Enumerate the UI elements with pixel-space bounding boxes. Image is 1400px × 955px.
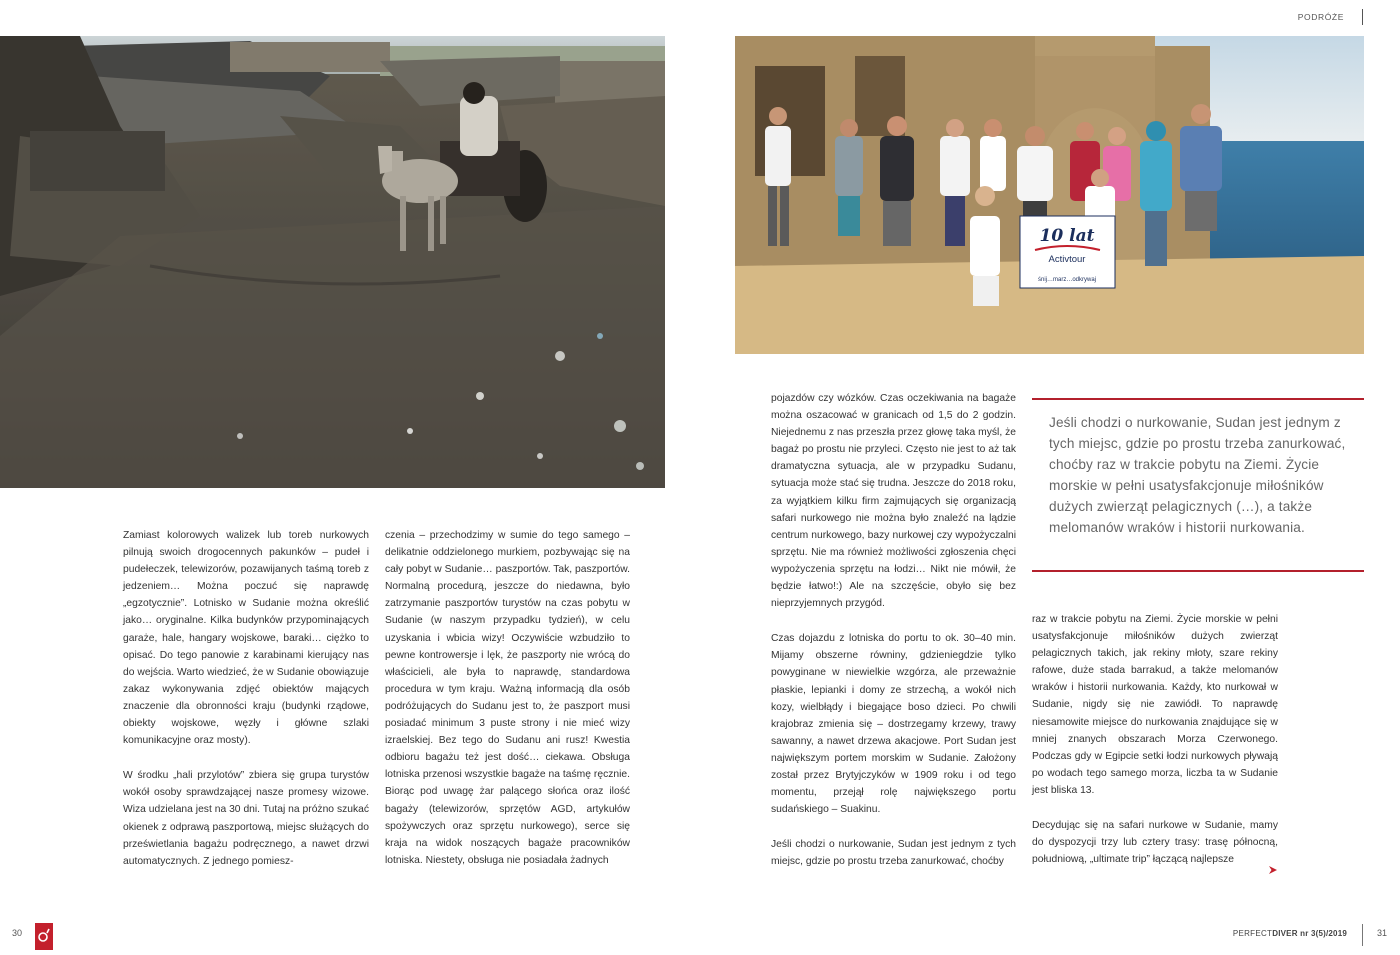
page-number-left: 30: [12, 928, 23, 938]
banner-headline: 10 lat: [1039, 226, 1095, 246]
paragraph: raz w trakcie pobytu na Ziemi. Życie morskie w pełni usatysfakcjonuje miłośników dużych zwierząt pelagicznych takich, jak rekiny młoty, szare rekiny rafowe, duże stada barrakud, a także melomanów wraków i historii nurkowania. Każdy, kto nurkował w Sudanie, nigdy się nie zawiódł. To naprawdę niesamowite miejsce do nurkowania znajdujące się w mniej znanych obszarach Morza Czerwonego. Podczas gdy w Egipcie setki łodzi nurkowych pływają po wodach tego samego morza, liczba ta w Sudanie jest bliska 13.: [1032, 614, 1278, 796]
paragraph: Zamiast kolorowych walizek lub toreb nurkowych pilnują swoich drogocennych pakunków – pudeł i pudełeczek, telewizorów, pozawijanych taśmą toreb z jedzeniem… Można poczuć się naprawdę „egzotycznie”. Lotnisko w Sudanie można określić jako… oryginalne. Kilka budynków przypominających garaże, hale, hangary wojskowe, baraki… ciężko to opisać. Do tego panowie z karabinami kierujący nas do wejścia. Warto wiedzieć, że w Sudanie obowiązuje zakaz wykonywania zdjęć obiektów mających znaczenie dla obronności kraju (budynki rządowe, obiekty wojskowe, węzły i główne szlaki komunikacyjne oraz mosty).: [123, 530, 369, 747]
paragraph: Czas dojazdu z lotniska do portu to ok. 30–40 min. Mijamy obszerne równiny, gdzieniegdzie tylko powyginane w niewielkie wzgórza, ale przeważnie płaskie, lepianki i domy ze strzechą, a wokół nich kozy, wielbłądy i biegające boso dzieci. Po chwili krajobraz zmienia się – dostrzegamy krzewy, trawy sawanny, a nawet drzewa akacjowe. Port Sudan jest największym portem morskim w Sudanie. Założony został przez Brytyjczyków w 1909 roku i od tego momentu, przejął rolę największego portu sudańskiego – Suakinu.: [771, 633, 1016, 816]
paragraph: pojazdów czy wózków. Czas oczekiwania na bagaże można oszacować w granicach od 1,5 do 2 godzin. Niejednemu z nas przeszła przez głowę taka myśl, że bagaż po prostu nie przyleci. Często nie jest to aż tak dramatyczna sytuacja, ale w przypadku Sudanu, sytuacja może stać się trudna. Jeszcze do 2018 roku, za wyjątkiem kilku firm zajmujących się organizacją safari nurkowego nie można było znaleźć na lądzie centrum nurkowego, bazy nurkowej czy wypożyczalni sprzętu. Nie ma również możliwości zgłoszenia chęci wypożyczenia sprzętu na łodzi… Nikt nie mówił, że będzie łatwo!:) Ale na szczęście, obyło się bez nieprzyjemnych przygód.: [771, 393, 1016, 610]
paragraph: Jeśli chodzi o nurkowanie, Sudan jest jednym z tych miejsc, gdzie po prostu trzeba zanurkować, choćby: [771, 839, 1016, 868]
arrow-right-icon: [1268, 865, 1278, 878]
text-column-2: [385, 527, 630, 869]
magazine-logo-icon: [35, 923, 53, 950]
photo-donkey-cart: [0, 36, 665, 488]
magazine-name-light: PERFECT: [1232, 929, 1273, 938]
text-column-4: [1032, 611, 1278, 868]
footer-divider: [1362, 924, 1363, 946]
section-label: PODRÓŻE: [1297, 12, 1344, 22]
pull-quote-bottom-rule: [1032, 570, 1364, 572]
magazine-title: [1233, 929, 1347, 938]
paragraph: czenia – przechodzimy w sumie do tego samego – delikatnie oddzielonego murkiem, pozbywając się na cały pobyt w Sudanie… paszportów. Tak, paszportów. Normalną procedurą, jeszcze do niedawna, było zatrzymanie paszportów turystów na czas pobytu w Sudanie (w naszym przypadku tydzień), w celu uzyskania i wbicia wizy! Oczywiście wzbudziło to pewne kontrowersje i lęk, że paszporty nie wrócą do właścicieli, ale była to naprawdę, standardowa procedura w tym kraju. Ważną informacją dla osób podróżujących do Sudanu jest to, że paszport musi posiadać minimum 3 puste strony i nie mieć wizy izraelskiej. Bez tego do Sudanu ani rusz! Kwestia odbioru bagażu też jest dość… ciekawa. Obsługa lotniska przenosi wszystkie bagaże na taśmę ręcznie. Biorąc pod uwagę żar palącego słońca oraz ilość bagaży (telewizorów, sprzętów AGD, artykułów spożywczych oraz sprzętu nurkowego), serce się kraja na widok noszących bagaże pracowników lotniska. Niestety, obsługa nie posiadała żadnych: [385, 530, 630, 866]
text-column-1: [123, 527, 369, 870]
page-number-right: 31: [1377, 928, 1388, 938]
issue-number: nr 3(5)/2019: [1297, 929, 1347, 938]
banner-slogan: śnij…marz…odkrywaj: [1037, 277, 1097, 283]
banner-brand: Activtour: [1048, 254, 1086, 265]
text-column-3: [771, 390, 1016, 870]
pull-quote: Jeśli chodzi o nurkowanie, Sudan jest jednym z tych miejsc, gdzie po prostu trzeba zanurkować, choćby raz w trakcie pobytu na Ziemi. Życie morskie w pełni usatysfakcjonuje miłośników dużych zwierząt pelagicznych (…), a także melomanów wraków i historii nurkowania.: [1049, 415, 1346, 535]
paragraph: W środku „hali przylotów” zbiera się grupa turystów wokół osoby sprawdzającej nasze promesy wizowe. Wiza udzielana jest na 30 dni. Tutaj na próżno szukać okienek z odprawą paszportową, miejsc służących do prześwietlania bagażu podręcznego, a nawet drzwi automatycznych. Z jednego pomiesz-: [123, 770, 369, 867]
paragraph: Decydując się na safari nurkowe w Sudanie, mamy do dyspozycji trzy lub cztery trasy: trasę północną, południową, „ultimate trip” łączącą najlepsze: [1032, 820, 1278, 866]
pull-quote-top-rule: [1032, 398, 1364, 400]
header-divider: [1362, 9, 1363, 25]
photo-group-ruins: [735, 36, 1364, 354]
magazine-name-bold: DIVER: [1272, 929, 1298, 938]
